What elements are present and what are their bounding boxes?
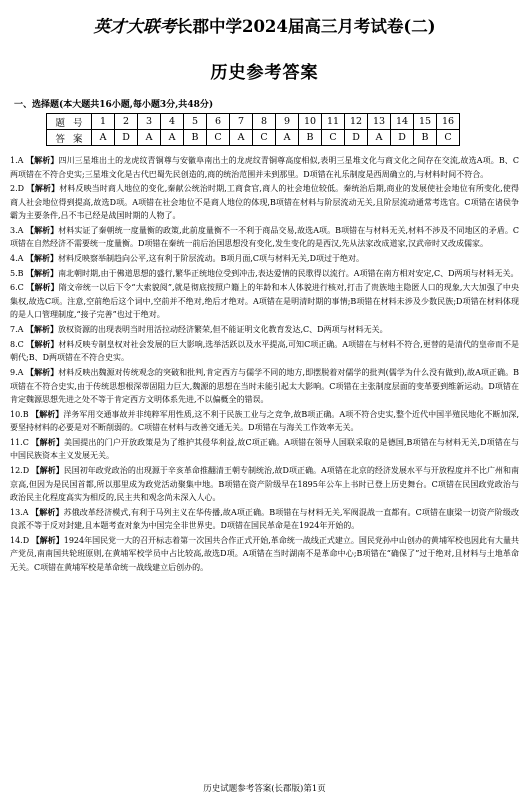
analysis-tag: 【解析】 bbox=[25, 254, 58, 264]
question-number-cell: 10 bbox=[299, 114, 322, 130]
question-number-cell: 16 bbox=[437, 114, 460, 130]
analysis-tag: 【解析】 bbox=[26, 225, 59, 235]
explanation-text: 南北朝时期,由于佛道思想的盛行,繁华正统地位受到冲击,表达爱情的民歌得以流行。A项错在南方相对安定,C、D两项与材料无关。 bbox=[58, 268, 519, 278]
analysis-tag: 【解析】 bbox=[31, 437, 65, 447]
answer-cell: D bbox=[391, 130, 414, 146]
question-number-cell: 1 bbox=[92, 114, 115, 130]
explanation-text: 民国初年政党政治的出现源于辛亥革命推翻清王朝专制统治,故D项正确。A项错在北京的经济发展水平与开放程度并不比广州和南京高,但因为是民国首都,所以那里成为政党活动聚集中地。B项错在资产阶级早在1895年公车上书时已登上历史舞台。C项错在民国政党政治与政治民主化程度高实为相反的,民主共和观念尚未深入人心。 bbox=[10, 466, 520, 503]
explanation-number: 2.D bbox=[10, 184, 25, 194]
explanation-text: 1924年国民党一大的召开标志着第一次国共合作正式开始,革命统一战线正式建立。国民党孙中山创办的黄埔军校也因此有大量共产党员,南南国共轮班原则,在黄埔军校学员中占比较高,故选D项。A项错在当时湖南不是革命中心;B项错在“确保了”过于绝对,且材料与土地革命无关。C项错在黄埔军校是革命统一战线建立后创办的。 bbox=[10, 535, 520, 572]
analysis-tag: 【解析】 bbox=[26, 184, 60, 194]
question-number-cell: 9 bbox=[276, 114, 299, 130]
explanation-item bbox=[10, 366, 519, 407]
explanation-number: 5.B bbox=[10, 268, 24, 278]
answer-cell: C bbox=[437, 130, 460, 146]
analysis-tag: 【解析】 bbox=[26, 156, 59, 165]
analysis-tag: 【解析】 bbox=[26, 283, 59, 293]
explanation-text: 四川三星堆出土的龙虎纹青铜尊与安徽阜南出土的龙虎纹青铜尊高度相似,表明三星堆文化与商文化之间存在交流,故选A项。B、C两项错在不符合史实;三星堆文化是古代巴蜀先民创造的,商的统治范围并未到那里。D项错在礼乐制度是西周确立的,与材料时间不符合。 bbox=[10, 156, 520, 179]
question-number-cell: 4 bbox=[161, 114, 184, 130]
question-number-cell: 12 bbox=[345, 114, 368, 130]
answer-table bbox=[46, 113, 460, 146]
answer-cell: A bbox=[276, 130, 299, 146]
question-number-cell: 6 bbox=[207, 114, 230, 130]
explanation-number: 7.A bbox=[10, 325, 24, 335]
question-number-cell: 13 bbox=[368, 114, 391, 130]
page-title: 历史参考答案 bbox=[210, 63, 319, 83]
answer-cell: C bbox=[253, 130, 276, 146]
question-number-cell: 11 bbox=[322, 114, 345, 130]
explanation-text: 洋务军用交通事故并非纯粹军用性质,这不利于民族工业与之竞争,故B项正确。A项不符合史实,整个近代中国半殖民地化不断加深,要坚持材料的必要是对不断削弱的。C项错在材料与改善交通无关。D项错在与海关工作效率无关。 bbox=[10, 409, 520, 433]
question-number-cell: 2 bbox=[115, 114, 138, 130]
explanation-number: 11.C bbox=[10, 437, 29, 447]
answer-cell: A bbox=[92, 130, 115, 146]
brand-logo-text: 英才大联考 bbox=[93, 17, 176, 36]
analysis-tag: 【解析】 bbox=[26, 339, 59, 349]
exam-series-title: 长郡中学2024届高三月考试卷(二) bbox=[175, 17, 436, 36]
question-number-cell: 14 bbox=[391, 114, 414, 130]
explanation-text: 苏俄改革经济模式,有利于马列主义在华传播,故A项正确。B项错在与材料无关,军阀混战一直都有。C项错在康梁一切资产阶级改良派不等于反对封建,且本题考查对象为中国完全非世界史。D项错在国民革命是在1924年开始的。 bbox=[10, 507, 520, 531]
analysis-tag: 【解析】 bbox=[25, 325, 58, 335]
answer-cell: A bbox=[161, 130, 184, 146]
question-number-cell: 3 bbox=[138, 114, 161, 130]
explanation-number: 10.B bbox=[10, 409, 29, 419]
explanation-number: 4.A bbox=[10, 254, 24, 264]
answer-cell: D bbox=[115, 130, 138, 146]
explanation-text: 材料反映察举制趋向公平,这有利于阶层流动。B项月面,C项与材料无关,D项过于绝对。 bbox=[57, 254, 365, 264]
answer-cell: C bbox=[322, 130, 345, 146]
explanation-item bbox=[10, 464, 519, 505]
analysis-tag: 【解析】 bbox=[31, 507, 64, 517]
answer-cell: C bbox=[207, 130, 230, 146]
answer-row bbox=[47, 130, 460, 146]
answer-cell: A bbox=[138, 130, 161, 146]
explanation-number: 3.A bbox=[10, 225, 24, 235]
explanation-item bbox=[10, 267, 519, 281]
explanation-number: 8.C bbox=[10, 339, 24, 349]
analysis-tag: 【解析】 bbox=[31, 535, 64, 545]
answer-cell: D bbox=[345, 130, 368, 146]
explanation-list bbox=[10, 154, 519, 574]
explanation-text: 放权资源的出现表明当时用活拉动经济繁荣,但不能证明文化教育发达,C、D两项与材料无关。 bbox=[57, 325, 388, 335]
answer-cell: B bbox=[414, 130, 437, 146]
explanation-item bbox=[10, 323, 519, 337]
explanation-item bbox=[10, 281, 519, 322]
page-footer: 历史试题参考答案(长郡版)第1页 bbox=[203, 784, 326, 794]
explanation-item bbox=[10, 506, 519, 533]
analysis-tag: 【解析】 bbox=[31, 409, 64, 419]
explanation-number: 9.A bbox=[10, 368, 24, 377]
explanation-text: 材料反映专制皇权对社会发展的巨大影响,选举活跃以及水平提高,可知C项正确。A项错在与材料不符合,更替的是清代的皇帝而不是朝代;B、D两项错在不符合史实。 bbox=[10, 339, 519, 363]
row-label-answer: 答案 bbox=[47, 130, 92, 146]
explanation-number: 13.A bbox=[10, 507, 29, 517]
explanation-text: 隋文帝统一以后下令“大索貌阅”,就是彻底按照户籍上的年龄和本人体貌进行核对,打击了贵族地主隐匿人口的现象,大大加强了中央集权,故选C项。注意,空前绝后这个词中,空前并不绝对,绝后才绝对。A项错在是明清时期的事情;B项错在材料未涉及少数民族;D项错在材料体现的是人口管理制度,“接子完善”也过于绝对。 bbox=[10, 283, 519, 320]
explanation-item bbox=[10, 252, 519, 266]
explanation-item bbox=[10, 408, 519, 435]
explanation-item bbox=[10, 534, 519, 575]
explanation-text: 材料反映当时商人地位的变化,秦献公统治时期,工商食官,商人的社会地位较低。秦统治后期,商业的发展使社会地位有所变化,使得商人社会地位得到提高,故选D项。A项错在社会地位不是商人地位的体现,B项错在材料与阶层流动无关,且阶层流动通常考选官。C项错在诸侯争霸为主要条件,吕不韦已经是战国时期的人物了。 bbox=[10, 184, 519, 221]
analysis-tag: 【解析】 bbox=[26, 368, 59, 377]
explanation-number: 6.C bbox=[10, 283, 24, 293]
explanation-number: 12.D bbox=[10, 466, 30, 476]
exam-header bbox=[10, 10, 519, 40]
answer-cell: B bbox=[184, 130, 207, 146]
explanation-text: 美国提出的门户开放政策是为了维护其侵华利益,故C项正确。A项错在领导人国联采取的是德国,B项错在与材料无关,D项错在与中国民族资本主义发展无关。 bbox=[10, 437, 519, 461]
answer-cell: B bbox=[299, 130, 322, 146]
explanation-text: 材料实证了秦朝统一度量衡的政策,此前度量衡不一不利于商品交易,故选A项。B项错在与材料无关,材料不涉及不同地区的矛盾。C项错在自然经济不需要统一度量衡。D项错在秦统一前后治国思想没有变化,发生变化的是西汉,先从法家改成道家,汉武帝时又改成儒家。 bbox=[10, 225, 520, 249]
explanation-number: 14.D bbox=[10, 535, 30, 545]
analysis-tag: 【解析】 bbox=[26, 268, 59, 278]
explanation-number: 1.A bbox=[10, 156, 24, 165]
answer-cell: A bbox=[368, 130, 391, 146]
question-number-cell: 8 bbox=[253, 114, 276, 130]
analysis-tag: 【解析】 bbox=[31, 466, 64, 476]
row-label-question-number: 题号 bbox=[47, 114, 92, 130]
explanation-text: 材料反映出魏源对传统观念的突破和批判,肯定西方与儒学不同的地方,即摆脱着对儒学的批判(儒学为什么没有做到),故A项正确。B项错在不符合史实,由于传统思想根深蒂固阻力巨大,魏源的思想在当时未能引起太大影响。C项错在主张制度层面的变革要到维新运动。D项错在肯定魏源思想先进之处不等于肯定西方文明体系先进,不以偏概全的错误。 bbox=[10, 368, 519, 404]
section-heading: 一、选择题(本大题共16小题,每小题3分,共48分) bbox=[14, 100, 214, 110]
question-number-row bbox=[47, 114, 460, 130]
explanation-item bbox=[10, 182, 519, 223]
answer-cell: A bbox=[230, 130, 253, 146]
explanation-item bbox=[10, 154, 519, 181]
question-number-cell: 7 bbox=[230, 114, 253, 130]
question-number-cell: 5 bbox=[184, 114, 207, 130]
explanation-item bbox=[10, 224, 519, 251]
question-number-cell: 15 bbox=[414, 114, 437, 130]
explanation-item bbox=[10, 338, 519, 365]
explanation-item bbox=[10, 436, 519, 463]
